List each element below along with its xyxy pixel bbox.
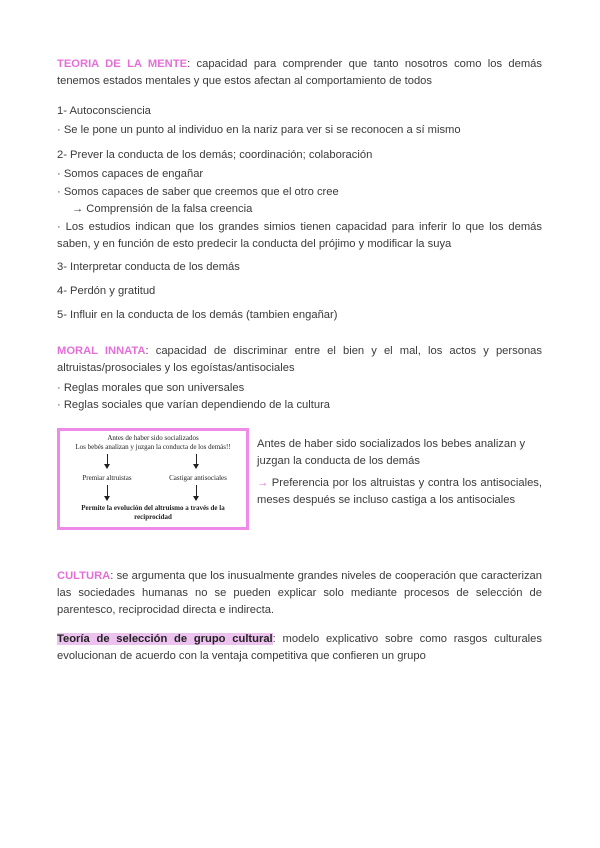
point-2-bullet-2: · Somos capaces de saber que creemos que el otro cree (57, 186, 339, 198)
group-selection-paragraph (57, 631, 542, 665)
diagram-bottom-line-2: reciprocidad (134, 513, 172, 521)
side-text-2 (257, 475, 542, 509)
moral-innata-definition: : capacidad de discriminar entre el bien y el mal, los actos y personas altruistas/prosociales y los egoístas/antisociales (57, 345, 542, 374)
theory-of-mind-definition: : capacidad para comprender que tanto nosotros como los demás tenemos estados mentales y que estos afectan al comportamiento de todos (57, 58, 542, 87)
theory-of-mind-term: TEORIA DE LA MENTE (57, 58, 188, 70)
cultura-definition: : se argumenta que los inusualmente grandes niveles de cooperación que caracterizan las sociedades humanas no se pueden explicar solo mediante procesos de selección de parentesco, reciprocidad directa e indirecta. (57, 570, 542, 616)
cultura-paragraph (57, 568, 542, 619)
side-text-2-body: Preferencia por los altruistas y contra los antisociales, meses después se incluso castiga a los antisociales (257, 477, 542, 506)
group-selection-term: Teoría de selección de grupo cultural (57, 633, 273, 645)
point-2-title: 2- Prever la conducta de los demás; coordinación; colaboración (57, 149, 373, 161)
point-1-title: 1- Autoconsciencia (57, 105, 151, 117)
moral-innata-term: MORAL INNATA (57, 345, 146, 357)
altruism-diagram (57, 428, 249, 530)
point-3: 3- Interpretar conducta de los demás (57, 261, 240, 273)
diagram-bottom-line-1: Permite la evolución del altruismo a través de la (81, 504, 225, 512)
diagram-top-line-1: Antes de haber sido socializados (107, 434, 199, 442)
diagram-left-box: Premiar altruistas (82, 474, 132, 482)
diagram-arrow-right (196, 454, 197, 468)
moral-bullet-1: · Reglas morales que son universales (57, 382, 245, 394)
side-text-1: Antes de haber sido socializados los bebes analizan y juzgan la conducta de los demás (257, 438, 526, 467)
point-2-sub-bullet: → Comprensión de la falsa creencia (72, 203, 253, 215)
point-2-studies: · Los estudios indican que los grandes simios tienen capacidad para inferir lo que los demás saben, y en función de esto predecir la conducta del prójimo y modificar la suya (57, 221, 542, 250)
point-2-bullet-1: · Somos capaces de engañar (57, 168, 204, 180)
diagram-right-box: Castigar antisociales (169, 474, 227, 482)
moral-bullet-2: · Reglas sociales que varían dependiendo de la cultura (57, 399, 331, 411)
diagram-arrow-left (107, 454, 108, 468)
arrow-icon: → (257, 477, 269, 489)
point-1-bullet: · Se le pone un punto al individuo en la nariz para ver si se reconocen a sí mismo (57, 124, 461, 136)
cultura-term: CULTURA (57, 570, 111, 582)
group-selection-definition: : modelo explicativo sobre como rasgos culturales evolucionan de acuerdo con la ventaja competitiva que confieren un grupo (57, 633, 542, 662)
point-5: 5- Influir en la conducta de los demás (tambien engañar) (57, 309, 338, 321)
theory-of-mind-paragraph (57, 56, 542, 90)
diagram-arrow-bottom-right (196, 485, 197, 500)
diagram-arrow-bottom-left (107, 485, 108, 500)
point-4: 4- Perdón y gratitud (57, 285, 156, 297)
moral-innata-paragraph (57, 343, 542, 377)
diagram-top-line-2: Los bebés analizan y juzgan la conducta de los demás!! (75, 443, 231, 451)
